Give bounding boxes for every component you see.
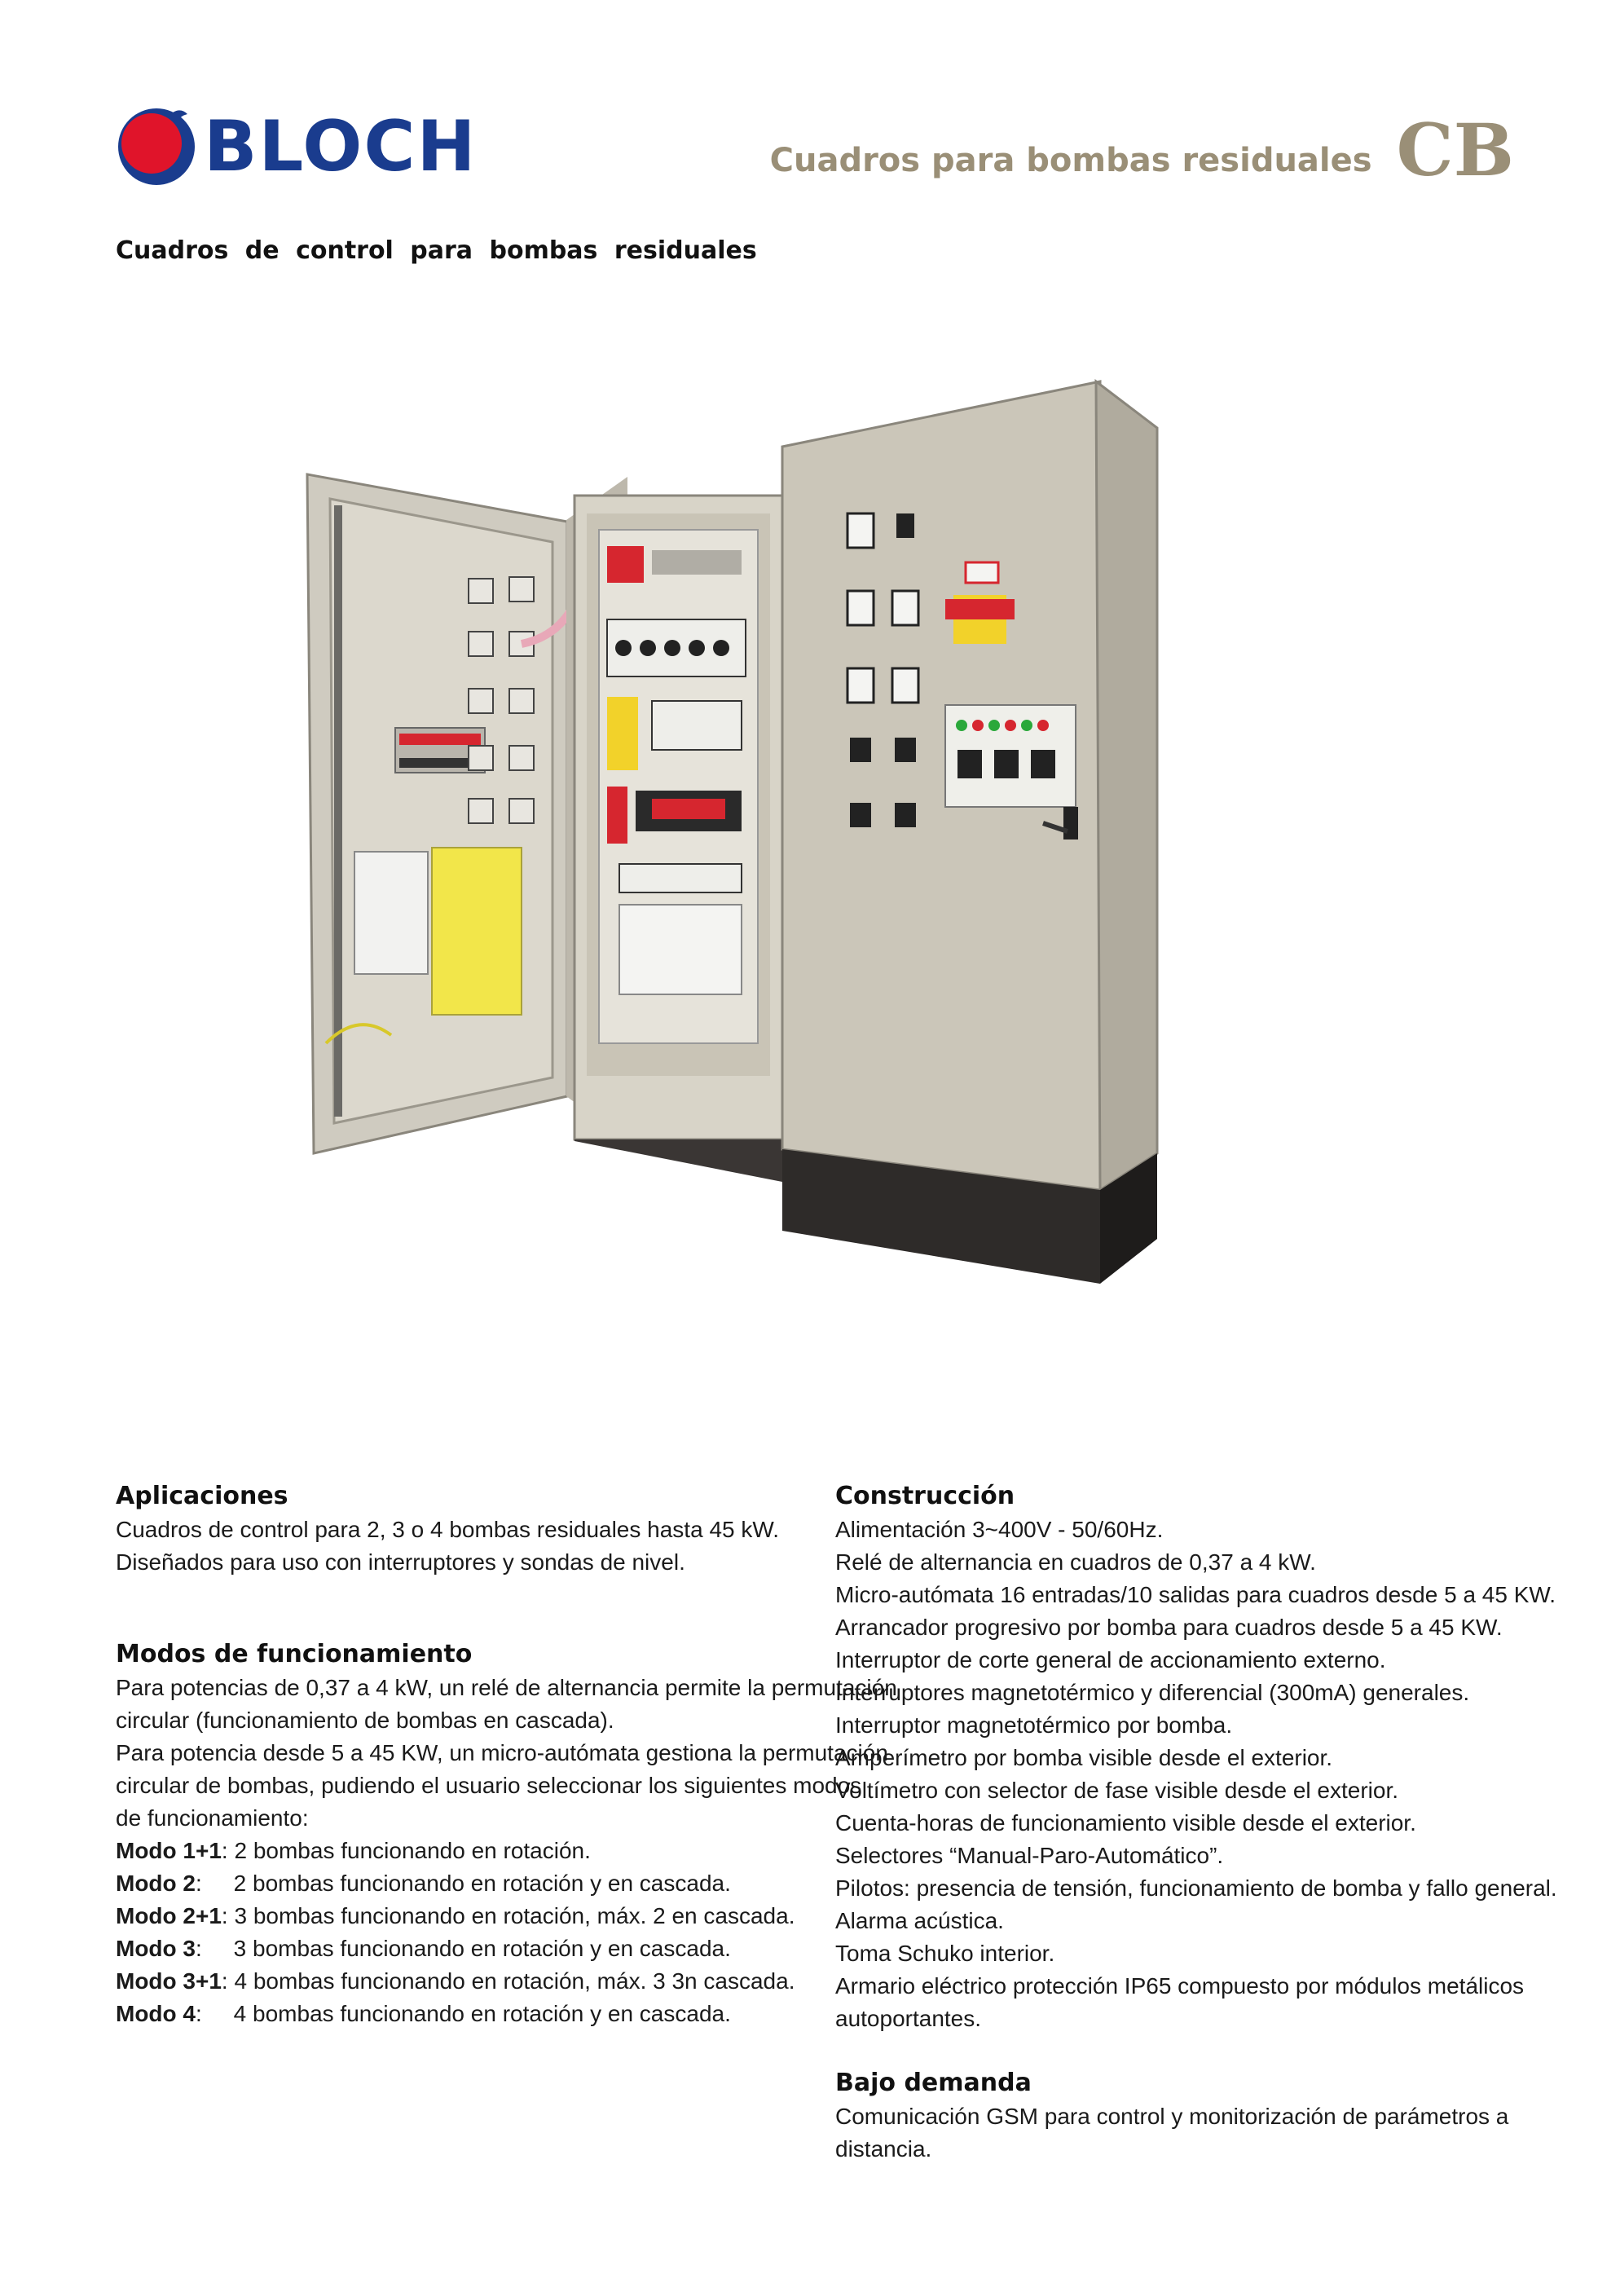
construccion-list (835, 1514, 1557, 2035)
construccion-line: Relé de alternancia en cuadros de 0,37 a 4 kW. (835, 1549, 1316, 1575)
modos-heading: Modos de funcionamiento (116, 1640, 473, 1668)
bloch-logo-mark (116, 106, 197, 187)
mode-description: : 3 bombas funcionando en rotación y en cascada. (196, 1936, 731, 1961)
modes-list (116, 1835, 808, 2030)
product-code: CB (1396, 108, 1514, 192)
construccion-heading: Construcción (835, 1482, 1015, 1510)
mode-label: Modo 4 (116, 2001, 196, 2026)
document-title: Cuadros para bombas residuales (769, 142, 1372, 179)
mode-description: : 2 bombas funcionando en rotación. (221, 1838, 591, 1863)
construccion-line: Cuenta-horas de funcionamiento visible desde el exterior. (835, 1810, 1416, 1835)
construccion-line: Alimentación 3~400V - 50/60Hz. (835, 1517, 1164, 1542)
mode-item (116, 1932, 808, 1965)
construccion-line: Amperímetro por bomba visible desde el exterior. (835, 1745, 1333, 1770)
construccion-line: Arrancador progresivo por bomba para cuadros desde 5 a 45 KW. (835, 1615, 1503, 1640)
mode-label: Modo 3 (116, 1936, 196, 1961)
bajo-demanda-line: distancia. (835, 2136, 932, 2162)
construccion-line: Interruptores magnetotérmico y diferencial (300mA) generales. (835, 1680, 1470, 1705)
mode-label: Modo 1+1 (116, 1838, 222, 1863)
right-column (835, 1479, 1557, 2166)
bajo-demanda-text (835, 2100, 1544, 2166)
construccion-line: Selectores “Manual-Paro-Automático”. (835, 1843, 1224, 1868)
mode-item (116, 1900, 808, 1932)
construccion-line: Pilotos: presencia de tensión, funcionamiento de bomba y fallo general. (835, 1875, 1557, 1901)
mode-description: : 4 bombas funcionando en rotación y en cascada. (196, 2001, 731, 2026)
modos-text (116, 1672, 897, 1835)
mode-label: Modo 2+1 (116, 1903, 222, 1928)
bajo-demanda-heading: Bajo demanda (835, 2069, 1032, 2097)
modos-line: Para potencia desde 5 a 45 KW, un micro-autómata gestiona la permutación (116, 1740, 888, 1765)
bloch-logo (116, 106, 499, 187)
mode-label: Modo 2 (116, 1871, 196, 1896)
construccion-line: Interruptor magnetotérmico por bomba. (835, 1712, 1233, 1738)
mode-item (116, 1965, 808, 1998)
left-column (116, 1479, 897, 2030)
mode-description: : 3 bombas funcionando en rotación, máx. 2 en cascada. (221, 1903, 795, 1928)
construccion-line: Interruptor de corte general de accionamiento externo. (835, 1647, 1386, 1672)
document-subtitle: Cuadros de control para bombas residuales (116, 236, 757, 265)
mode-label: Modo 3+1 (116, 1968, 222, 1994)
construccion-line: autoportantes. (835, 2006, 982, 2031)
modos-line: de funcionamiento: (116, 1805, 309, 1831)
aplicaciones-line: Cuadros de control para 2, 3 o 4 bombas residuales hasta 45 kW. (116, 1517, 780, 1542)
aplicaciones-text (116, 1514, 808, 1579)
construccion-line: Alarma acústica. (835, 1908, 1004, 1933)
modos-line: Para potencias de 0,37 a 4 kW, un relé de alternancia permite la permutación (116, 1675, 897, 1700)
aplicaciones-line: Diseñados para uso con interruptores y sondas de nivel. (116, 1549, 685, 1575)
header-right (769, 108, 1514, 192)
mode-item (116, 1835, 808, 1867)
construccion-line: Micro-autómata 16 entradas/10 salidas para cuadros desde 5 a 45 KW. (835, 1582, 1556, 1607)
construccion-line: Toma Schuko interior. (835, 1941, 1055, 1966)
construccion-line: Armario eléctrico protección IP65 compuesto por módulos metálicos (835, 1973, 1525, 1999)
mode-item (116, 1998, 808, 2030)
control-cabinet-photo (293, 375, 1271, 1329)
modos-line: circular (funcionamiento de bombas en cascada). (116, 1708, 614, 1733)
aplicaciones-heading: Aplicaciones (116, 1482, 288, 1510)
mode-description: : 4 bombas funcionando en rotación, máx. 3 3n cascada. (221, 1968, 795, 1994)
mode-item (116, 1867, 808, 1900)
mode-description: : 2 bombas funcionando en rotación y en cascada. (196, 1871, 731, 1896)
brand-name: BLOCH (204, 106, 478, 187)
bajo-demanda-line: Comunicación GSM para control y monitorización de parámetros a (835, 2104, 1509, 2129)
construccion-line: Voltímetro con selector de fase visible desde el exterior. (835, 1778, 1399, 1803)
modos-line: circular de bombas, pudiendo el usuario seleccionar los siguientes modos (116, 1773, 862, 1798)
